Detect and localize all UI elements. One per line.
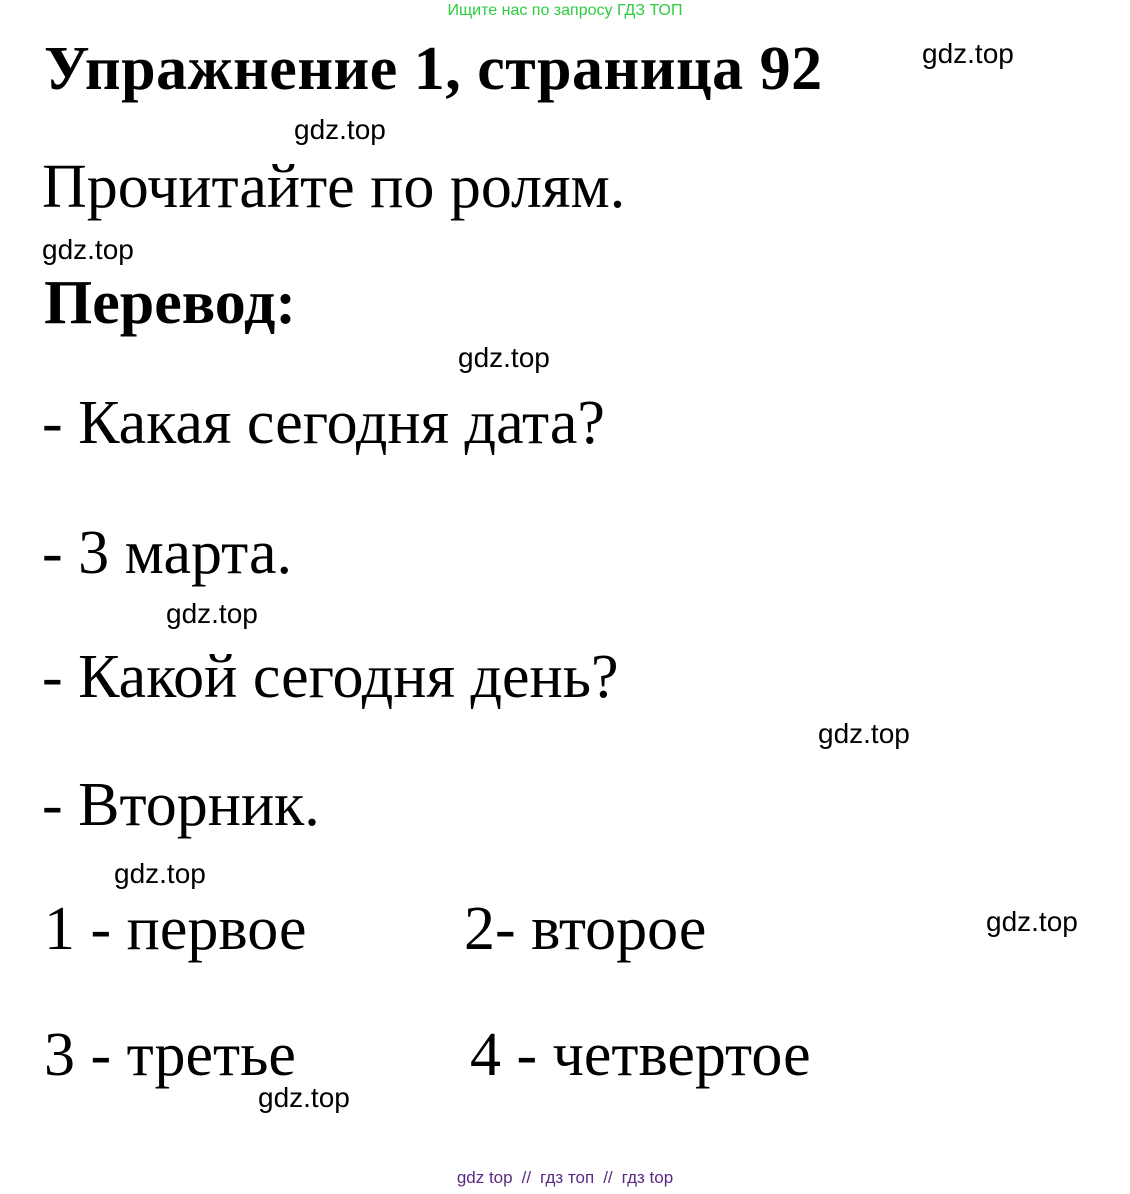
watermark: gdz.top	[114, 858, 206, 889]
footer-link-gdz-top-cyrillic[interactable]: гдз топ	[540, 1168, 595, 1187]
watermark: gdz.top	[922, 38, 1014, 69]
dialogue-line-3: - Какой сегодня день?	[42, 643, 619, 711]
translation-heading: Перевод:	[44, 269, 297, 337]
search-banner[interactable]: Ищите нас по запросу ГДЗ ТОП	[447, 2, 683, 19]
dialogue-line-4: - Вторник.	[42, 771, 320, 839]
watermark: gdz.top	[818, 718, 910, 749]
ordinal-first: 1 - первое	[44, 895, 307, 963]
dialogue-line-2: - 3 марта.	[42, 519, 293, 587]
ordinal-second: 2- второе	[464, 895, 707, 963]
watermark: gdz.top	[986, 906, 1078, 937]
watermark: gdz.top	[42, 234, 134, 265]
watermark: gdz.top	[294, 114, 386, 145]
ordinal-fourth: 4 - четвертое	[470, 1021, 811, 1089]
footer-link-gdz-top-mixed[interactable]: гдз top	[621, 1168, 674, 1187]
watermark: gdz.top	[458, 342, 550, 373]
footer-links	[0, 1169, 1130, 1186]
footer-separator: //	[521, 1168, 532, 1187]
watermark: gdz.top	[166, 598, 258, 629]
page-title: Упражнение 1, страница 92	[44, 35, 823, 103]
footer-link-gdz-top[interactable]: gdz top	[456, 1168, 513, 1187]
footer-separator: //	[603, 1168, 613, 1187]
ordinal-third: 3 - третье	[44, 1021, 296, 1089]
exercise-instruction: Прочитайте по ролям.	[42, 153, 626, 221]
watermark: gdz.top	[258, 1082, 350, 1113]
dialogue-line-1: - Какая сегодня дата?	[42, 389, 605, 457]
